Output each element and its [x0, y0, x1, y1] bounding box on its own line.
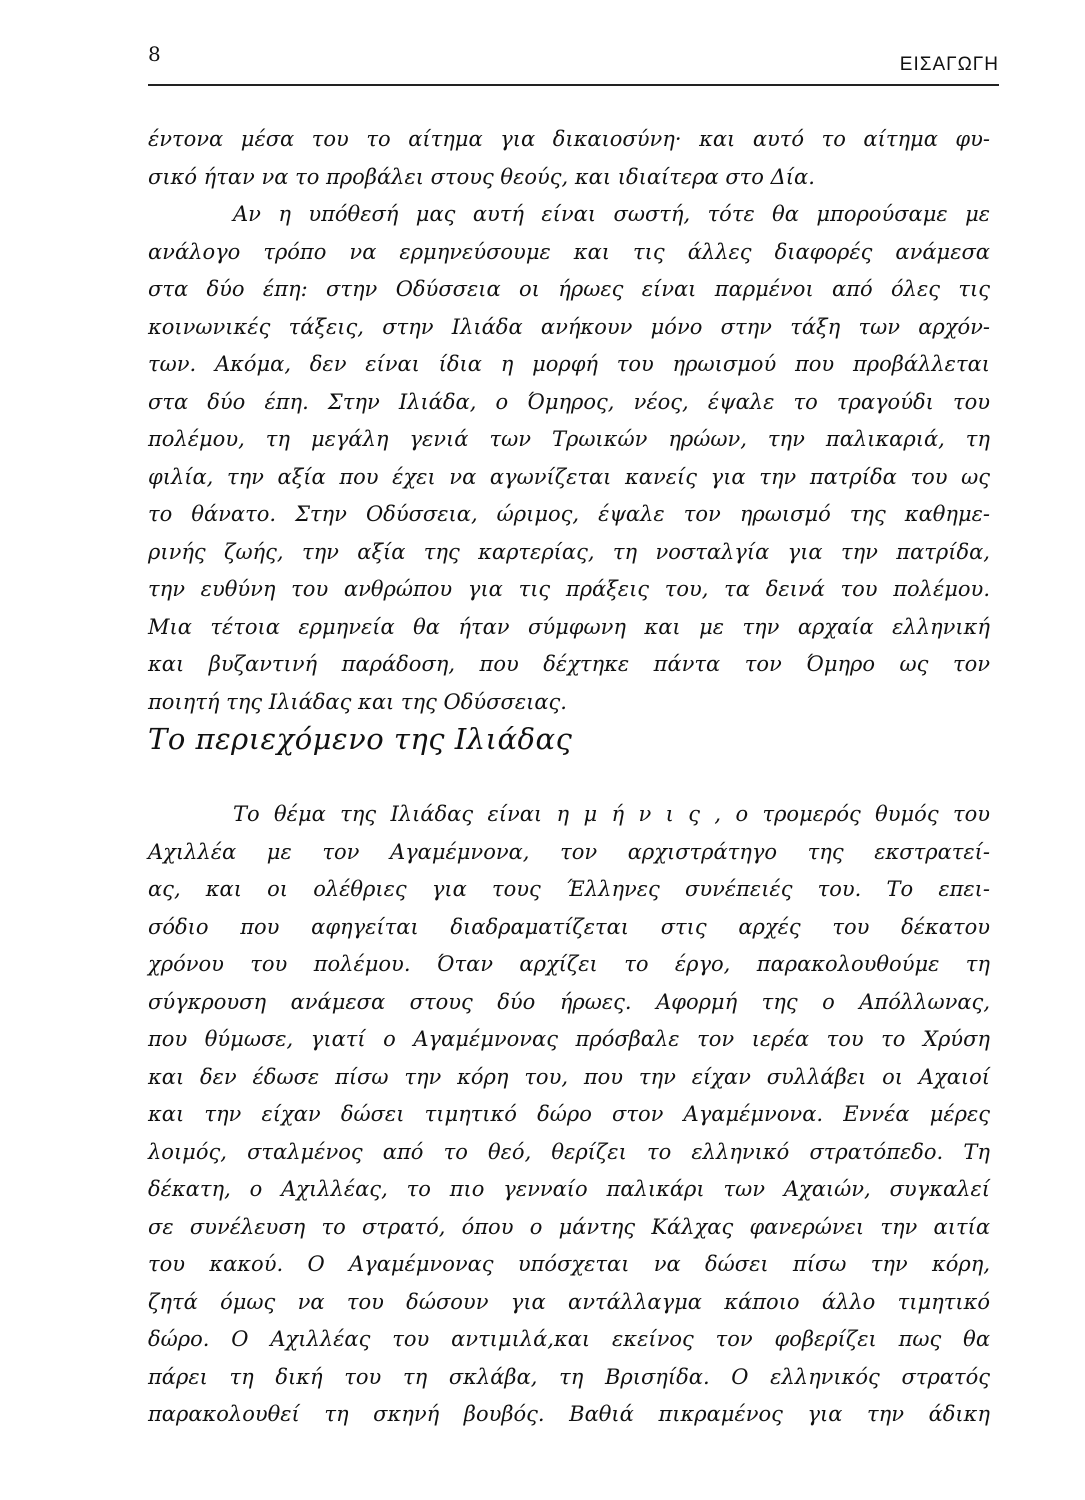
- text-line: σύγκρουση ανάμεσα στους δύο ήρωες. Αφορμή της ο Απόλλωνας,: [148, 989, 990, 1014]
- text-line: παρακολουθεί τη σκηνή βουβός. Βαθιά πικραμένος για την άδικη: [148, 1402, 990, 1426]
- text-line: και βυζαντινή παράδοση, που δέχτηκε πάντα τον Όμηρο ως τον: [148, 652, 990, 676]
- text-line: των. Ακόμα, δεν είναι ίδια η μορφή του ηρωισμού που προβάλλεται: [148, 352, 990, 376]
- text-line: στα δύο έπη. Στην Ιλιάδα, ο Όμηρος, νέος, έψαλε το τραγούδι του: [148, 389, 990, 414]
- text-line: Αχιλλέα με τον Αγαμέμνονα, τον αρχιστράτηγο της εκστρατεί-: [148, 839, 990, 864]
- text-line: το θάνατο. Στην Οδύσσεια, ώριμος, έψαλε τον ηρωισμό της καθημε-: [148, 502, 990, 526]
- paragraph-2: [148, 796, 990, 1434]
- text-line: ανάλογο τρόπο να ερμηνεύσουμε και τις άλλες διαφορές ανάμεσα: [148, 239, 990, 264]
- text-line: χρόνου του πολέμου. Όταν αρχίζει το έργο, παρακολουθούμε τη: [148, 952, 990, 976]
- text-line: στα δύο έπη: στην Οδύσσεια οι ήρωες είναι παρμένοι από όλες τις: [148, 277, 990, 301]
- text-line: σόδιο που αφηγείται διαδραματίζεται στις αρχές του δέκατου: [148, 914, 990, 939]
- page-header: [148, 38, 999, 86]
- text-line: φιλία, την αξία που έχει να αγωνίζεται κανείς για την πατρίδα του ως: [148, 464, 990, 489]
- text-line: δέκατη, ο Αχιλλέας, το πιο γενναίο παλικάρι των Αχαιών, συγκαλεί: [148, 1177, 990, 1201]
- text-line: ποιητή της Ιλιάδας και της Οδύσσειας.: [148, 689, 567, 714]
- text-line: πάρει τη δική του τη σκλάβα, τη Βρισηίδα. Ο ελληνικός στρατός: [148, 1364, 990, 1389]
- text-line: σε συνέλευση το στρατό, όπου ο μάντης Κάλχας φανερώνει την αιτία: [148, 1214, 990, 1239]
- text-line: έντονα μέσα του το αίτημα για δικαιοσύνη· και αυτό το αίτημα φυ-: [148, 127, 990, 151]
- text-line: Μια τέτοια ερμηνεία θα ήταν σύμφωνη και με την αρχαία ελληνική: [148, 614, 990, 639]
- text-line: ζητά όμως να του δώσουν για αντάλλαγμα κάποιο άλλο τιμητικό: [148, 1289, 990, 1314]
- text-line: την ευθύνη του ανθρώπου για τις πράξεις του, τα δεινά του πολέμου.: [148, 577, 990, 601]
- running-head: ΕΙΣΑΓΩΓΗ: [899, 54, 999, 75]
- paragraph-1: [148, 121, 990, 721]
- text-line: Αν η υπόθεσή μας αυτή είναι σωστή, τότε θα μπορούσαμε με: [233, 202, 990, 226]
- text-line: δώρο. Ο Αχιλλέας του αντιμιλά,και εκείνος τον φοβερίζει πως θα: [148, 1327, 990, 1351]
- text-line: λοιμός, σταλμένος από το θεό, θερίζει το ελληνικό στρατόπεδο. Τη: [148, 1139, 990, 1164]
- section-heading: Το περιεχόμενο της Ιλιάδας: [148, 722, 573, 756]
- text-line: ας, και οι ολέθριες για τους Έλληνες συνέπειές του. Το επει-: [148, 877, 990, 901]
- text-line: πολέμου, τη μεγάλη γενιά των Τρωικών ηρώων, την παλικαριά, τη: [148, 427, 990, 451]
- text-line: του κακού. Ο Αγαμέμνονας υπόσχεται να δώσει πίσω την κόρη,: [148, 1252, 990, 1276]
- text-line: και την είχαν δώσει τιμητικό δώρο στον Αγαμέμνονα. Εννέα μέρες: [148, 1102, 990, 1126]
- text-line: κοινωνικές τάξεις, στην Ιλιάδα ανήκουν μόνο στην τάξη των αρχόν-: [148, 314, 990, 339]
- page-number: 8: [148, 42, 161, 66]
- text-line: Το θέμα της Ιλιάδας είναι η μ ή ν ι ς , ο τρομερός θυμός του: [233, 802, 990, 826]
- text-line: σικό ήταν να το προβάλει στους θεούς, και ιδιαίτερα στο Δία.: [148, 164, 815, 189]
- text-line: που θύμωσε, γιατί ο Αγαμέμνονας πρόσβαλε τον ιερέα του το Χρύση: [148, 1027, 990, 1051]
- text-line: ρινής ζωής, την αξία της καρτερίας, τη νοσταλγία για την πατρίδα,: [148, 539, 990, 564]
- text-line: και δεν έδωσε πίσω την κόρη του, που την είχαν συλλάβει οι Αχαιοί: [148, 1064, 990, 1089]
